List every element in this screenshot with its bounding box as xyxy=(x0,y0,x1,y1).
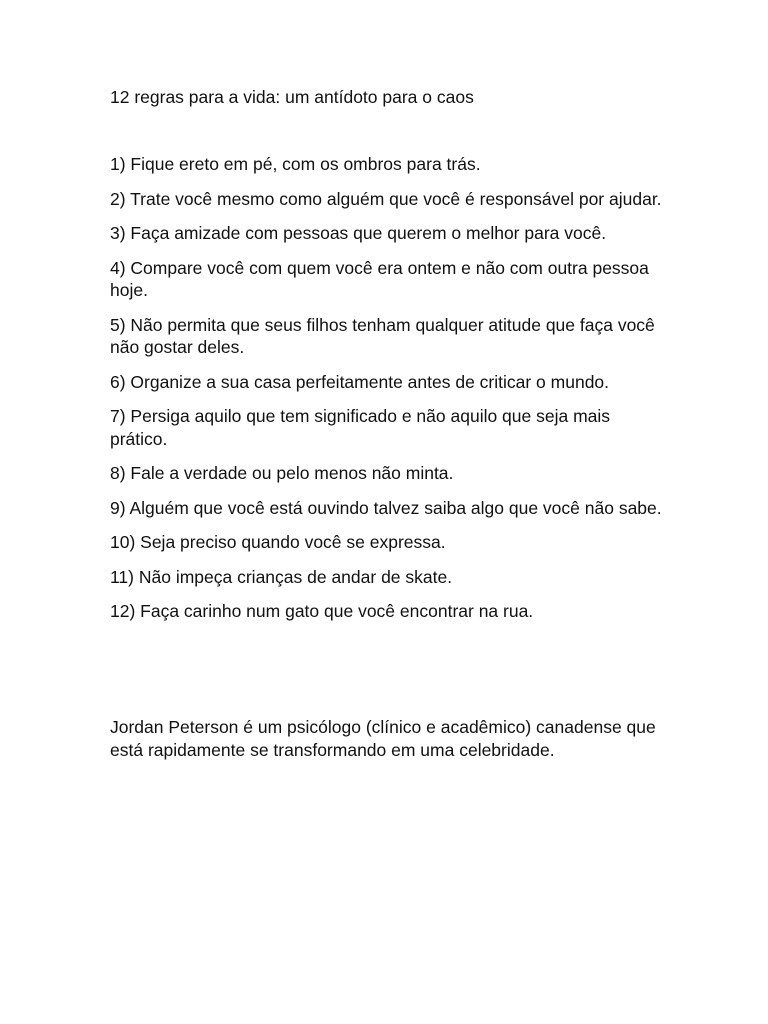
rule-item-1: 1) Fique ereto em pé, com os ombros para trás. xyxy=(110,154,481,174)
rule-item-4: 4) Compare você com quem você era ontem e não com outra pessoa hoje. xyxy=(110,257,649,300)
rule-item-2: 2) Trate você mesmo como alguém que você é responsável por ajudar. xyxy=(110,188,662,209)
author-note: Jordan Peterson é um psicólogo (clínico e acadêmico) canadense que está rapidamente se transformando em uma celebridade. xyxy=(110,717,656,760)
rule-item-12: 12) Faça carinho num gato que você encontrar na rua. xyxy=(110,601,534,621)
rule-item-6: 6) Organize a sua casa perfeitamente antes de criticar o mundo. xyxy=(110,371,610,392)
rule-item-5: 5) Não permita que seus filhos tenham qualquer atitude que faça você não gostar deles. xyxy=(110,314,655,357)
rule-item-9: 9) Alguém que você está ouvindo talvez saiba algo que você não sabe. xyxy=(110,497,662,518)
rule-item-7: 7) Persiga aquilo que tem significado e não aquilo que seja mais prático. xyxy=(110,406,611,449)
rule-item-11: 11) Não impeça crianças de andar de skate. xyxy=(110,566,453,587)
rule-item-8: 8) Fale a verdade ou pelo menos não minta. xyxy=(110,463,454,483)
rule-item-3: 3) Faça amizade com pessoas que querem o melhor para você. xyxy=(110,223,607,243)
document-title: 12 regras para a vida: um antídoto para o caos xyxy=(110,87,474,107)
rule-item-10: 10) Seja preciso quando você se expressa. xyxy=(110,532,446,552)
rules-list xyxy=(110,153,670,635)
